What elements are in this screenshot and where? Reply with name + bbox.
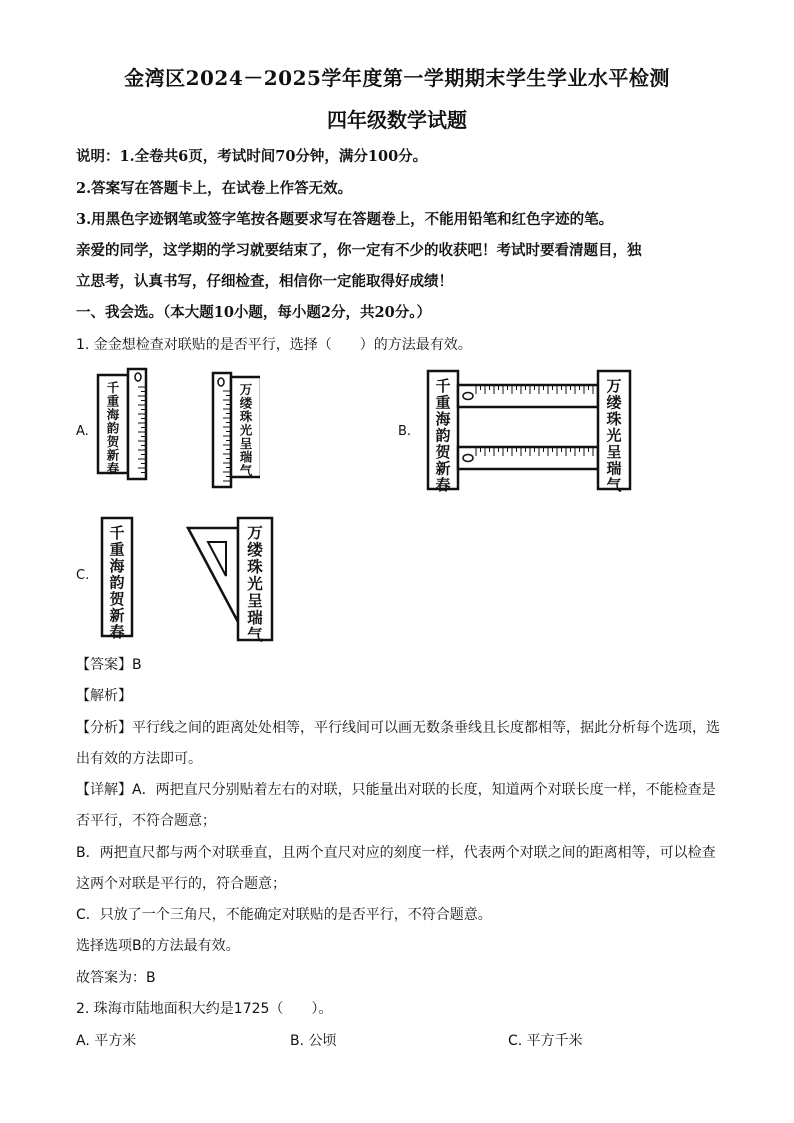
q1-option-b-figure: [420, 365, 640, 493]
q1-detail-line-3: B．两把直尺都与两个对联垂直，且两个直尺对应的刻度一样，代表两个对联之间的距离相等，可以检查: [76, 845, 716, 861]
q1-option-a-label: A.: [76, 424, 89, 439]
q1-detail-line-1: 【详解】A．两把直尺分别贴着左右的对联，只能量出对联的长度，知道两个对联长度一样，不能检查是: [76, 782, 716, 798]
couplet-char: 新: [109, 606, 125, 625]
ruler-a-right: [213, 373, 231, 487]
q1-analysis-heading: 【解析】: [76, 688, 132, 704]
couplet-char: 万: [606, 377, 622, 395]
greeting-line-2: 立思考，认真书写，仔细检查，相信你一定能取得好成绩！: [76, 273, 453, 290]
couplet-char: 瑞: [606, 459, 622, 478]
couplet-char: 重: [109, 540, 125, 559]
instruction-line-3: 3.用黑色字迹钢笔或签字笔按各题要求写在答题卷上，不能用铅笔和红色字迹的笔。: [76, 211, 614, 228]
couplet-char: 韵: [435, 426, 451, 445]
couplet-char: 呈: [606, 443, 622, 461]
q1-option-c-label: C.: [76, 568, 90, 583]
couplet-char: 韵: [109, 573, 125, 592]
q1-detail-line-5: C．只放了一个三角尺，不能确定对联贴的是否平行，不符合题意。: [76, 907, 492, 923]
couplet-char: 缕: [247, 541, 263, 560]
q2-stem: 2. 珠海市陆地面积大约是1725（ ）。: [76, 1001, 333, 1017]
couplet-char: 贺: [435, 443, 451, 461]
couplet-char: 贺: [109, 590, 125, 608]
ruler-a-left: [128, 369, 146, 479]
couplet-char: 呈: [247, 592, 263, 611]
couplet-char: 千: [109, 524, 125, 542]
instruction-line-1: 说明：1.全卷共6页，考试时间70分钟，满分100分。: [76, 148, 428, 165]
couplet-char: 春: [435, 476, 451, 493]
couplet-char: 千: [106, 380, 120, 395]
couplet-char: 光: [606, 426, 622, 445]
couplet-char: 气: [239, 463, 253, 478]
couplet-char: 光: [239, 422, 253, 438]
q1-option-b-label: B.: [398, 424, 412, 439]
couplet-char: 瑞: [239, 449, 253, 465]
ruler-b-top: [458, 385, 598, 407]
couplet-char: 新: [106, 447, 120, 463]
q2-option-a: A. 平方米: [76, 1033, 137, 1049]
couplet-char: 千: [435, 377, 451, 395]
q1-stem: 1. 金金想检查对联贴的是否平行，选择（ ）的方法最有效。: [76, 337, 472, 353]
couplet-char: 海: [106, 407, 120, 422]
couplet-char: 珠: [239, 409, 253, 424]
couplet-char: 呈: [239, 436, 253, 451]
q1-analysis-line-1: 【分析】平行线之间的距离处处相等，平行线间可以画无数条垂线且长度都相等，据此分析每个选项，选: [76, 720, 720, 736]
couplet-char: 万: [239, 382, 253, 397]
q1-analysis-line-2: 出有效的方法即可。: [76, 751, 202, 767]
couplet-char: 珠: [606, 410, 622, 428]
ruler-b-bottom: [458, 447, 598, 469]
couplet-char: 珠: [247, 558, 263, 577]
instruction-line-2: 2.答案写在答题卡上，在试卷上作答无效。: [76, 180, 353, 197]
q1-option-a-figure: [90, 365, 260, 490]
couplet-char: 海: [435, 410, 451, 428]
q2-option-b: B. 公顷: [290, 1033, 337, 1049]
q1-final-answer: 故答案为：B: [76, 970, 156, 986]
couplet-char: 春: [106, 461, 120, 476]
couplet-char: 新: [435, 459, 451, 478]
couplet-char: 海: [109, 557, 125, 575]
couplet-char: 贺: [106, 434, 120, 449]
exam-subtitle: 四年级数学试题: [327, 108, 467, 132]
q1-detail-line-4: 这两个对联是平行的，符合题意；: [76, 876, 286, 892]
q1-detail-line-2: 否平行，不符合题意；: [76, 813, 216, 829]
couplet-char: 韵: [106, 420, 120, 436]
couplet-char: 瑞: [247, 609, 263, 628]
couplet-char: 重: [435, 393, 451, 412]
q1-answer: 【答案】B: [76, 657, 142, 673]
couplet-char: 光: [247, 575, 263, 594]
q1-conclusion: 选择选项B的方法最有效。: [76, 938, 240, 954]
couplet-char: 气: [247, 626, 263, 644]
couplet-char: 重: [106, 393, 120, 409]
couplet-char: 万: [247, 524, 263, 543]
couplet-char: 春: [109, 623, 125, 641]
section-heading: 一、我会选。（本大题10小题，每小题2分，共20分。）: [76, 304, 431, 321]
q1-option-c-figure: [96, 512, 286, 644]
exam-title: 金湾区2024－2025学年度第一学期期末学生学业水平检测: [124, 66, 670, 90]
couplet-char: 缕: [239, 395, 253, 411]
greeting-line-1: 亲爱的同学，这学期的学习就要结束了，你一定有不少的收获吧！考试时要看清题目，独: [76, 242, 642, 259]
q2-option-c: C. 平方千米: [508, 1033, 583, 1049]
couplet-char: 气: [606, 476, 622, 493]
couplet-char: 缕: [606, 393, 622, 412]
